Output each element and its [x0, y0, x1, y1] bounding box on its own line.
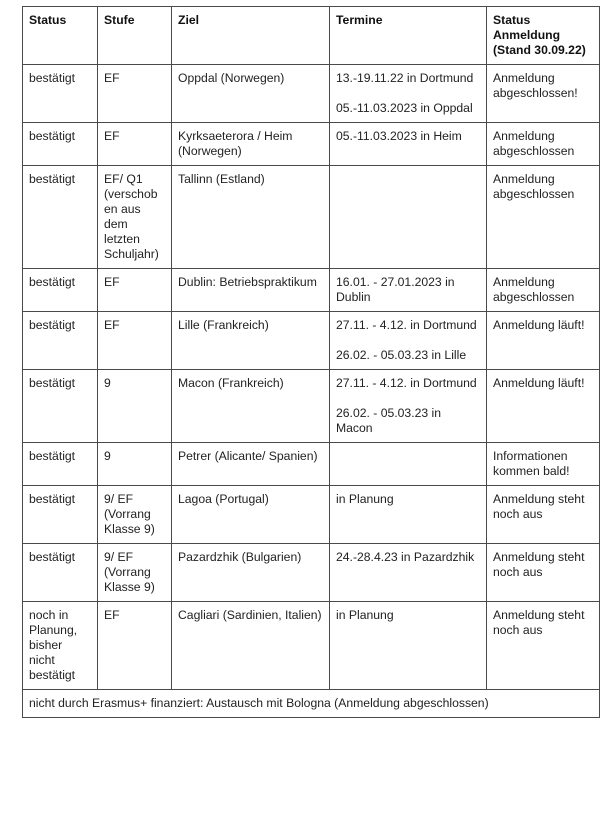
cell-termine: 27.11. - 4.12. in Dortmund 26.02. - 05.03.23 in Macon: [330, 370, 487, 443]
cell-anmeldung: Anmeldung abgeschlossen: [487, 269, 600, 312]
cell-status: bestätigt: [23, 544, 98, 602]
cell-stufe: EF: [98, 65, 172, 123]
cell-status: noch in Planung, bisher nicht bestätigt: [23, 602, 98, 690]
exchange-table: [22, 6, 600, 718]
cell-status: bestätigt: [23, 443, 98, 486]
cell-status: bestätigt: [23, 312, 98, 370]
header-termine: Termine: [330, 7, 487, 65]
cell-termine: 16.01. - 27.01.2023 in Dublin: [330, 269, 487, 312]
cell-ziel: Lille (Frankreich): [172, 312, 330, 370]
cell-ziel: Macon (Frankreich): [172, 370, 330, 443]
cell-ziel: Tallinn (Estland): [172, 166, 330, 269]
table-body: [23, 65, 600, 690]
cell-anmeldung: Informationen kommen bald!: [487, 443, 600, 486]
cell-anmeldung: Anmeldung steht noch aus: [487, 486, 600, 544]
cell-termine: in Planung: [330, 486, 487, 544]
cell-stufe: EF: [98, 602, 172, 690]
cell-ziel: Dublin: Betriebspraktikum: [172, 269, 330, 312]
cell-anmeldung: Anmeldung abgeschlossen!: [487, 65, 600, 123]
header-row: [23, 7, 600, 65]
cell-termine: 13.-19.11.22 in Dortmund 05.-11.03.2023 in Oppdal: [330, 65, 487, 123]
cell-anmeldung: Anmeldung steht noch aus: [487, 602, 600, 690]
cell-stufe: 9: [98, 370, 172, 443]
cell-stufe: EF/ Q1 (verschob en aus dem letzten Schuljahr): [98, 166, 172, 269]
cell-stufe: EF: [98, 123, 172, 166]
cell-anmeldung: Anmeldung läuft!: [487, 312, 600, 370]
header-anmeldung: Status Anmeldung (Stand 30.09.22): [487, 7, 600, 65]
table-row: [23, 312, 600, 370]
cell-ziel: Lagoa (Portugal): [172, 486, 330, 544]
cell-status: bestätigt: [23, 65, 98, 123]
cell-status: bestätigt: [23, 123, 98, 166]
table-row: [23, 65, 600, 123]
cell-ziel: Petrer (Alicante/ Spanien): [172, 443, 330, 486]
table-row: [23, 443, 600, 486]
table-row: [23, 486, 600, 544]
table-header: [23, 7, 600, 65]
table-row: [23, 123, 600, 166]
cell-ziel: Kyrksaeterora / Heim (Norwegen): [172, 123, 330, 166]
table-row: [23, 269, 600, 312]
cell-anmeldung: Anmeldung läuft!: [487, 370, 600, 443]
cell-stufe: EF: [98, 269, 172, 312]
table-row: [23, 602, 600, 690]
cell-anmeldung: Anmeldung steht noch aus: [487, 544, 600, 602]
table-row: [23, 544, 600, 602]
header-stufe: Stufe: [98, 7, 172, 65]
cell-termine: 24.-28.4.23 in Pazardzhik: [330, 544, 487, 602]
cell-ziel: Cagliari (Sardinien, Italien): [172, 602, 330, 690]
cell-stufe: EF: [98, 312, 172, 370]
cell-status: bestätigt: [23, 486, 98, 544]
cell-status: bestätigt: [23, 166, 98, 269]
cell-status: bestätigt: [23, 370, 98, 443]
cell-stufe: 9/ EF (Vorrang Klasse 9): [98, 544, 172, 602]
cell-status: bestätigt: [23, 269, 98, 312]
cell-ziel: Pazardzhik (Bulgarien): [172, 544, 330, 602]
cell-termine: in Planung: [330, 602, 487, 690]
table-row: [23, 166, 600, 269]
cell-stufe: 9: [98, 443, 172, 486]
cell-termine: [330, 443, 487, 486]
header-status: Status: [23, 7, 98, 65]
table-footer: [23, 690, 600, 718]
cell-termine: 27.11. - 4.12. in Dortmund 26.02. - 05.03.23 in Lille: [330, 312, 487, 370]
cell-ziel: Oppdal (Norwegen): [172, 65, 330, 123]
header-ziel: Ziel: [172, 7, 330, 65]
table-row: [23, 370, 600, 443]
cell-termine: 05.-11.03.2023 in Heim: [330, 123, 487, 166]
footer-row: [23, 690, 600, 718]
cell-termine: [330, 166, 487, 269]
footer-note: nicht durch Erasmus+ finanziert: Austausch mit Bologna (Anmeldung abgeschlossen): [23, 690, 600, 718]
cell-anmeldung: Anmeldung abgeschlossen: [487, 166, 600, 269]
cell-anmeldung: Anmeldung abgeschlossen: [487, 123, 600, 166]
cell-stufe: 9/ EF (Vorrang Klasse 9): [98, 486, 172, 544]
